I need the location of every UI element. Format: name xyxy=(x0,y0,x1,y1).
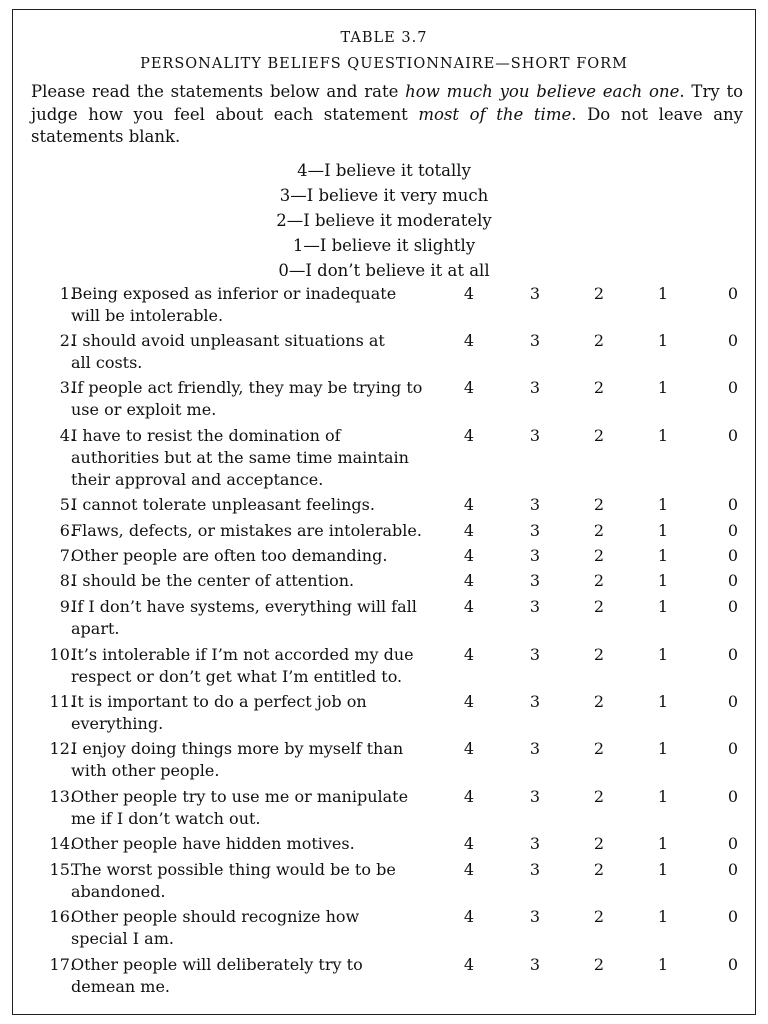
rating-option-0[interactable]: 0 xyxy=(727,955,739,974)
statement-line: demean me. xyxy=(71,977,171,996)
rating-option-0[interactable]: 0 xyxy=(727,692,739,711)
rating-option-4[interactable]: 4 xyxy=(463,284,475,303)
statement-line: will be intolerable. xyxy=(71,306,224,325)
rating-option-3[interactable]: 3 xyxy=(529,834,541,853)
item-number: 12. xyxy=(49,739,75,758)
rating-option-1[interactable]: 1 xyxy=(657,739,669,758)
rating-option-3[interactable]: 3 xyxy=(529,284,541,303)
item-number: 7. xyxy=(59,546,75,565)
rating-option-2[interactable]: 2 xyxy=(593,378,605,397)
instructions xyxy=(31,81,743,149)
rating-option-4[interactable]: 4 xyxy=(463,860,475,879)
item-statement xyxy=(71,283,431,327)
rating-option-2[interactable]: 2 xyxy=(593,860,605,879)
statement-line: Other people have hidden motives. xyxy=(71,834,355,853)
item-number: 17. xyxy=(49,955,75,974)
instruction-segment: most of the time xyxy=(418,104,572,124)
rating-option-0[interactable]: 0 xyxy=(727,834,739,853)
rating-option-3[interactable]: 3 xyxy=(529,521,541,540)
rating-option-2[interactable]: 2 xyxy=(593,955,605,974)
statement-line: Flaws, defects, or mistakes are intolerable. xyxy=(71,521,422,540)
rating-option-3[interactable]: 3 xyxy=(529,426,541,445)
rating-option-1[interactable]: 1 xyxy=(657,597,669,616)
rating-option-0[interactable]: 0 xyxy=(727,495,739,514)
statement-line: me if I don’t watch out. xyxy=(71,809,261,828)
rating-option-2[interactable]: 2 xyxy=(593,495,605,514)
scale-line: 0—I don’t believe it at all xyxy=(278,261,490,280)
rating-option-0[interactable]: 0 xyxy=(727,284,739,303)
rating-option-0[interactable]: 0 xyxy=(727,645,739,664)
rating-option-0[interactable]: 0 xyxy=(727,860,739,879)
rating-option-3[interactable]: 3 xyxy=(529,860,541,879)
statement-line: all costs. xyxy=(71,353,143,372)
rating-option-0[interactable]: 0 xyxy=(727,546,739,565)
scale-line: 2—I believe it moderately xyxy=(276,211,492,230)
item-number: 8. xyxy=(59,571,75,590)
scale-line: 1—I believe it slightly xyxy=(292,236,476,255)
statement-line: with other people. xyxy=(71,761,220,780)
rating-option-3[interactable]: 3 xyxy=(529,739,541,758)
instruction-segment: how much you believe each one xyxy=(405,82,680,101)
item-number: 15. xyxy=(49,860,75,879)
rating-option-1[interactable]: 1 xyxy=(657,955,669,974)
rating-option-2[interactable]: 2 xyxy=(593,546,605,565)
rating-option-1[interactable]: 1 xyxy=(657,571,669,590)
rating-option-2[interactable]: 2 xyxy=(593,907,605,926)
rating-option-3[interactable]: 3 xyxy=(529,378,541,397)
statement-line: respect or don’t get what I’m entitled to. xyxy=(71,667,403,686)
rating-option-3[interactable]: 3 xyxy=(529,955,541,974)
rating-option-1[interactable]: 1 xyxy=(657,521,669,540)
item-statement xyxy=(71,954,431,998)
statement-line: Other people should recognize how xyxy=(71,907,360,926)
questionnaire-page xyxy=(12,9,756,1015)
statement-line: I should be the center of attention. xyxy=(71,571,355,590)
rating-option-3[interactable]: 3 xyxy=(529,546,541,565)
statement-line: authorities but at the same time maintain xyxy=(71,448,409,467)
rating-option-2[interactable]: 2 xyxy=(593,787,605,806)
rating-option-0[interactable]: 0 xyxy=(727,597,739,616)
rating-option-4[interactable]: 4 xyxy=(463,495,475,514)
rating-option-2[interactable]: 2 xyxy=(593,597,605,616)
statement-line: Other people try to use me or manipulate xyxy=(71,787,409,806)
rating-option-1[interactable]: 1 xyxy=(657,692,669,711)
statement-line: Other people will deliberately try to xyxy=(71,955,363,974)
rating-option-1[interactable]: 1 xyxy=(657,546,669,565)
rating-option-0[interactable]: 0 xyxy=(727,521,739,540)
rating-option-2[interactable]: 2 xyxy=(593,739,605,758)
item-number: 14. xyxy=(49,834,75,853)
rating-option-0[interactable]: 0 xyxy=(727,787,739,806)
item-number: 3. xyxy=(59,378,75,397)
rating-option-1[interactable]: 1 xyxy=(657,787,669,806)
rating-option-4[interactable]: 4 xyxy=(463,955,475,974)
rating-option-4[interactable]: 4 xyxy=(463,645,475,664)
instruction-segment: . Do not leave any statements blank. xyxy=(31,104,743,146)
statement-line: Other people are often too demanding. xyxy=(71,546,388,565)
item-statement xyxy=(71,906,431,950)
rating-option-3[interactable]: 3 xyxy=(529,787,541,806)
rating-option-4[interactable]: 4 xyxy=(463,692,475,711)
statement-line: I have to resist the domination of xyxy=(71,426,341,445)
item-number: 5. xyxy=(59,495,75,514)
item-number: 4. xyxy=(59,426,75,445)
rating-option-2[interactable]: 2 xyxy=(593,571,605,590)
item-number: 11. xyxy=(49,692,75,711)
rating-option-4[interactable]: 4 xyxy=(463,907,475,926)
rating-option-4[interactable]: 4 xyxy=(463,597,475,616)
item-statement xyxy=(71,596,431,640)
item-statement xyxy=(71,425,431,491)
rating-option-1[interactable]: 1 xyxy=(657,426,669,445)
item-statement xyxy=(71,377,431,421)
rating-option-3[interactable]: 3 xyxy=(529,495,541,514)
statement-line: use or exploit me. xyxy=(71,400,217,419)
scale-line: 4—I believe it totally xyxy=(297,161,471,180)
item-number: 10. xyxy=(49,645,75,664)
rating-option-1[interactable]: 1 xyxy=(657,495,669,514)
item-statement xyxy=(71,691,431,735)
item-number: 1. xyxy=(59,284,75,303)
rating-option-2[interactable]: 2 xyxy=(593,692,605,711)
rating-option-4[interactable]: 4 xyxy=(463,739,475,758)
rating-option-4[interactable]: 4 xyxy=(463,571,475,590)
rating-option-4[interactable]: 4 xyxy=(463,787,475,806)
item-number: 6. xyxy=(59,521,75,540)
statement-line: everything. xyxy=(71,714,164,733)
rating-option-3[interactable]: 3 xyxy=(529,645,541,664)
rating-option-4[interactable]: 4 xyxy=(463,426,475,445)
item-statement xyxy=(71,644,431,688)
statement-line: It’s intolerable if I’m not accorded my due xyxy=(71,645,414,664)
item-statement xyxy=(71,738,431,782)
rating-option-0[interactable]: 0 xyxy=(727,331,739,350)
item-statement xyxy=(71,786,431,830)
rating-option-2[interactable]: 2 xyxy=(593,284,605,303)
statement-line: Being exposed as inferior or inadequate xyxy=(71,284,397,303)
rating-option-1[interactable]: 1 xyxy=(657,331,669,350)
rating-option-2[interactable]: 2 xyxy=(593,521,605,540)
rating-option-1[interactable]: 1 xyxy=(657,645,669,664)
statement-line: I enjoy doing things more by myself than xyxy=(71,739,404,758)
statement-line: apart. xyxy=(71,619,120,638)
instruction-segment: Please read the statements below and rate xyxy=(31,82,406,101)
item-statement xyxy=(71,833,431,855)
item-number: 16. xyxy=(49,907,75,926)
rating-option-2[interactable]: 2 xyxy=(593,426,605,445)
table-title: PERSONALITY BELIEFS QUESTIONNAIRE—SHORT FORM xyxy=(140,56,628,72)
rating-option-4[interactable]: 4 xyxy=(463,546,475,565)
item-number: 2. xyxy=(59,331,75,350)
rating-option-4[interactable]: 4 xyxy=(463,834,475,853)
table-number: TABLE 3.7 xyxy=(340,30,428,46)
rating-option-3[interactable]: 3 xyxy=(529,331,541,350)
rating-option-0[interactable]: 0 xyxy=(727,426,739,445)
statement-line: special I am. xyxy=(71,929,174,948)
rating-option-4[interactable]: 4 xyxy=(463,378,475,397)
statement-line: abandoned. xyxy=(71,882,166,901)
rating-option-3[interactable]: 3 xyxy=(529,692,541,711)
statement-line: If people act friendly, they may be trying to xyxy=(71,378,423,397)
rating-option-1[interactable]: 1 xyxy=(657,378,669,397)
item-statement xyxy=(71,520,431,542)
statement-line: The worst possible thing would be to be xyxy=(71,860,396,879)
statement-line: It is important to do a perfect job on xyxy=(71,692,367,711)
statement-line: their approval and acceptance. xyxy=(71,470,324,489)
rating-option-3[interactable]: 3 xyxy=(529,907,541,926)
item-statement xyxy=(71,330,431,374)
rating-option-3[interactable]: 3 xyxy=(529,571,541,590)
item-statement xyxy=(71,859,431,903)
item-statement xyxy=(71,545,431,567)
rating-option-1[interactable]: 1 xyxy=(657,907,669,926)
rating-option-2[interactable]: 2 xyxy=(593,834,605,853)
rating-option-1[interactable]: 1 xyxy=(657,284,669,303)
scale-line: 3—I believe it very much xyxy=(279,186,489,205)
item-statement xyxy=(71,570,431,592)
rating-option-4[interactable]: 4 xyxy=(463,521,475,540)
rating-option-0[interactable]: 0 xyxy=(727,739,739,758)
rating-option-1[interactable]: 1 xyxy=(657,860,669,879)
rating-option-0[interactable]: 0 xyxy=(727,907,739,926)
statement-line: I cannot tolerate unpleasant feelings. xyxy=(71,495,375,514)
item-number: 13. xyxy=(49,787,75,806)
rating-option-2[interactable]: 2 xyxy=(593,645,605,664)
rating-option-0[interactable]: 0 xyxy=(727,378,739,397)
statement-line: I should avoid unpleasant situations at xyxy=(71,331,385,350)
item-statement xyxy=(71,494,431,516)
rating-option-3[interactable]: 3 xyxy=(529,597,541,616)
statement-line: If I don’t have systems, everything will fall xyxy=(71,597,417,616)
rating-option-4[interactable]: 4 xyxy=(463,331,475,350)
instruction-segment: . Try to judge how you feel about each statement xyxy=(31,82,744,124)
rating-option-1[interactable]: 1 xyxy=(657,834,669,853)
rating-option-2[interactable]: 2 xyxy=(593,331,605,350)
rating-option-0[interactable]: 0 xyxy=(727,571,739,590)
item-number: 9. xyxy=(59,597,75,616)
